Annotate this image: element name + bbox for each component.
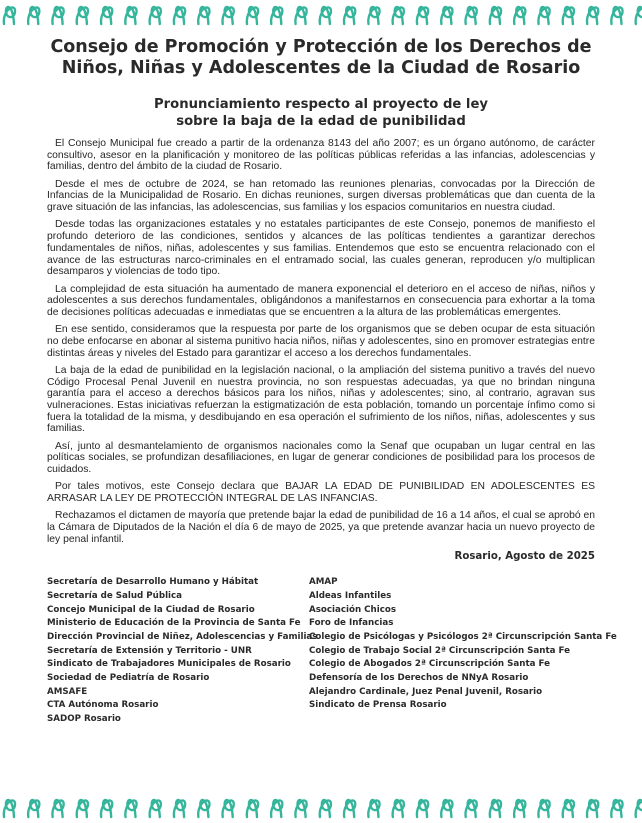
loop-icon <box>611 7 622 24</box>
loop-icon <box>52 800 63 817</box>
loop-icon <box>636 800 642 817</box>
loop-icon <box>344 800 355 817</box>
loop-icon <box>636 7 642 24</box>
signatory: Secretaría de Salud Pública <box>47 590 183 601</box>
loop-icon <box>393 800 404 817</box>
loop-icon <box>28 800 39 817</box>
paragraph: En ese sentido, consideramos que la respuesta por parte de los organismos que se deben ocupar de esta situación no debe enfocarse en abonar al sistema punitivo hacia niños, niñas y adolescentes, sino en promover estrategias entre distintas áreas y niveles del Estado para garantizar el acceso a los derechos fundamentales. <box>47 324 595 359</box>
signatory: AMSAFE <box>47 686 88 697</box>
loop-icon <box>393 7 404 24</box>
loop-icon <box>150 800 161 817</box>
loop-icon <box>125 800 136 817</box>
loop-icon <box>441 800 452 817</box>
paragraph: Rechazamos el dictamen de mayoría que pretende bajar la edad de punibilidad de 16 a 14 años, el cual se aprobó en la Cámara de Diputados de la Nación el día 6 de mayo de 2025, ya que pretende avanzar hacia un nuevo proyecto de ley penal infantil. <box>47 510 595 545</box>
paragraph: El Consejo Municipal fue creado a partir de la ordenanza 8143 del año 2007; es un órgano autónomo, de carácter consultivo, asesor en la planificación y monitoreo de las políticas públicas referidas a las infancias, adolescencias y familias, dentro del ámbito de la ciudad de Rosario. <box>47 138 595 173</box>
signatories-right-column <box>309 576 617 727</box>
signatory: Secretaría de Extensión y Territorio - UNR <box>47 645 252 656</box>
loop-icon <box>271 7 282 24</box>
loop-icon <box>174 800 185 817</box>
loop-icon <box>295 7 306 24</box>
paragraph: Desde todas las organizaciones estatales y no estatales participantes de este Consejo, ponemos de manifiesto el profundo deterioro de las condiciones, sentidos y alcances de las políticas tendientes a garantizar derechos fundamentales de niños, niñas, adolescentes y sus familias. Entendemos que esto se encuentra relacionado con el avance de las estructuras narco-criminales en el entramado social, las cuales generan, reproducen y/o multiplican desamparos y violencias de todo tipo. <box>47 219 595 278</box>
signatory: Sindicato de Prensa Rosario <box>309 700 447 711</box>
loop-icon <box>198 800 209 817</box>
loop-icon <box>77 7 88 24</box>
loop-icon <box>223 800 234 817</box>
loop-icon <box>174 7 185 24</box>
document-subtitle <box>47 96 595 130</box>
signatory: Sindicato de Trabajadores Municipales de Rosario <box>47 659 291 670</box>
document-body <box>47 138 595 546</box>
loop-icon <box>247 800 258 817</box>
loop-icon <box>223 7 234 24</box>
loop-icon <box>101 7 112 24</box>
loop-icon <box>514 7 525 24</box>
signatory: Secretaría de Desarrollo Humano y Hábitat <box>47 577 259 588</box>
signatory: Colegio de Psicólogas y Psicólogos 2ª Circunscripción Santa Fe <box>309 631 617 642</box>
loop-icon <box>490 800 501 817</box>
loop-icon <box>417 7 428 24</box>
loop-icon <box>77 800 88 817</box>
loop-icon <box>198 7 209 24</box>
loop-icon <box>441 7 452 24</box>
signatory: Concejo Municipal de la Ciudad de Rosario <box>47 604 255 615</box>
loop-icon <box>271 800 282 817</box>
loop-icon <box>466 800 477 817</box>
signatory: Asociación Chicos <box>309 604 396 615</box>
loop-icon <box>344 7 355 24</box>
loop-icon <box>247 7 258 24</box>
paragraph: Desde el mes de octubre de 2024, se han retomado las reuniones plenarias, convocadas por la Dirección de Infancias de la Municipalidad de Rosario. En dichas reuniones, surgen diversas problemáticas que dan cuenta de la grave situación de las infancias, las adolescencias, sus familias y los espacios comunitarios en nuestra ciudad. <box>47 178 595 214</box>
loop-icon <box>490 7 501 24</box>
signatory: Sociedad de Pediatría de Rosario <box>47 673 210 684</box>
loop-icon <box>587 800 598 817</box>
signatory: Defensoría de los Derechos de NNyA Rosario <box>309 673 529 684</box>
document-page <box>47 37 617 727</box>
signatory: Aldeas Infantiles <box>309 590 392 601</box>
subtitle-line-2: sobre la baja de la edad de punibilidad <box>176 114 466 129</box>
loop-icon <box>101 800 112 817</box>
paragraph: Por tales motivos, este Consejo declara que BAJAR LA EDAD DE PUNIBILIDAD EN ADOLESCENTES ES ARRASAR LA LEY DE PROTECCIÓN INTEGRAL DE LAS INFANCIAS. <box>47 481 595 505</box>
signatory: Dirección Provincial de Niñez, Adolescencias y Familias <box>47 631 318 642</box>
signatory: Foro de Infancias <box>309 618 394 629</box>
loop-icon <box>587 7 598 24</box>
title-line-2: Niños, Niñas y Adolescentes de la Ciudad de Rosario <box>61 58 581 78</box>
loop-icon <box>538 7 549 24</box>
loop-icon <box>52 7 63 24</box>
loop-icon <box>368 7 379 24</box>
loop-icon <box>514 800 525 817</box>
signatory: Colegio de Trabajo Social 2ª Circunscripción Santa Fe <box>309 645 570 656</box>
signatory: CTA Autónoma Rosario <box>47 700 159 711</box>
loop-icon <box>368 800 379 817</box>
paragraph: La baja de la edad de punibilidad en la legislación nacional, o la ampliación del sistema punitivo a través del nuevo Código Procesal Penal Juvenil en nuestra provincia, no son respuestas adecuadas, ya que no brindan ninguna garantía para el acceso a derechos básicos para los niños, niñas y adolescentes; sino, al contrario, agravan sus vulneraciones. Estas iniciativas refuerzan la estigmatización de esta población, tomando un porcentaje ínfimo como si fuera la totalidad de la misma, y desdibujando en esa operación el sufrimiento de los niños, niñas, adolescentes y sus familias. <box>47 364 595 435</box>
loop-icon <box>125 7 136 24</box>
loop-icon <box>320 7 331 24</box>
document-title <box>47 37 595 79</box>
place-date-signoff: Rosario, Agosto de 2025 <box>454 551 595 563</box>
loop-icon <box>28 7 39 24</box>
loop-icon <box>538 800 549 817</box>
loop-icon <box>611 800 622 817</box>
decorative-border-bottom <box>0 793 642 823</box>
loop-icon <box>4 7 15 24</box>
loop-icon <box>466 7 477 24</box>
loop-icon <box>295 800 306 817</box>
paragraph: La complejidad de esta situación ha aumentado de manera exponencial el deterioro en el acceso de niñas, niños y adolescentes a sus derechos fundamentales, obligándonos a manifestarnos en consecuencia para exhortar a la toma de decisiones políticas adecuadas e inmediatas que se encuentren a la altura de las problemáticas emergentes. <box>47 283 595 318</box>
signatory: SADOP Rosario <box>47 714 121 725</box>
signatory: AMAP <box>309 577 338 588</box>
loop-icon <box>4 800 15 817</box>
paragraph: Así, junto al desmantelamiento de organismos nacionales como la Senaf que ocupaban un lugar central en las políticas sociales, se profundizan desafiliaciones, en lugar de generar condiciones de posibilidad para los procesos de cuidados. <box>47 440 595 476</box>
loop-icon <box>150 7 161 24</box>
signatory: Colegio de Abogados 2ª Circunscripción Santa Fe <box>309 659 550 670</box>
decorative-border-top <box>0 0 642 30</box>
signatory: Ministerio de Educación de la Provincia de Santa Fe <box>47 618 301 629</box>
signatory: Alejandro Cardinale, Juez Penal Juvenil, Rosario <box>309 686 543 697</box>
signatories <box>47 576 617 727</box>
signatories-left-column <box>47 576 318 727</box>
subtitle-line-1: Pronunciamiento respecto al proyecto de ley <box>154 97 488 112</box>
loop-icon <box>320 800 331 817</box>
title-line-1: Consejo de Promoción y Protección de los Derechos de <box>50 37 592 57</box>
loop-icon <box>417 800 428 817</box>
loop-icon <box>563 800 574 817</box>
loop-icon <box>563 7 574 24</box>
